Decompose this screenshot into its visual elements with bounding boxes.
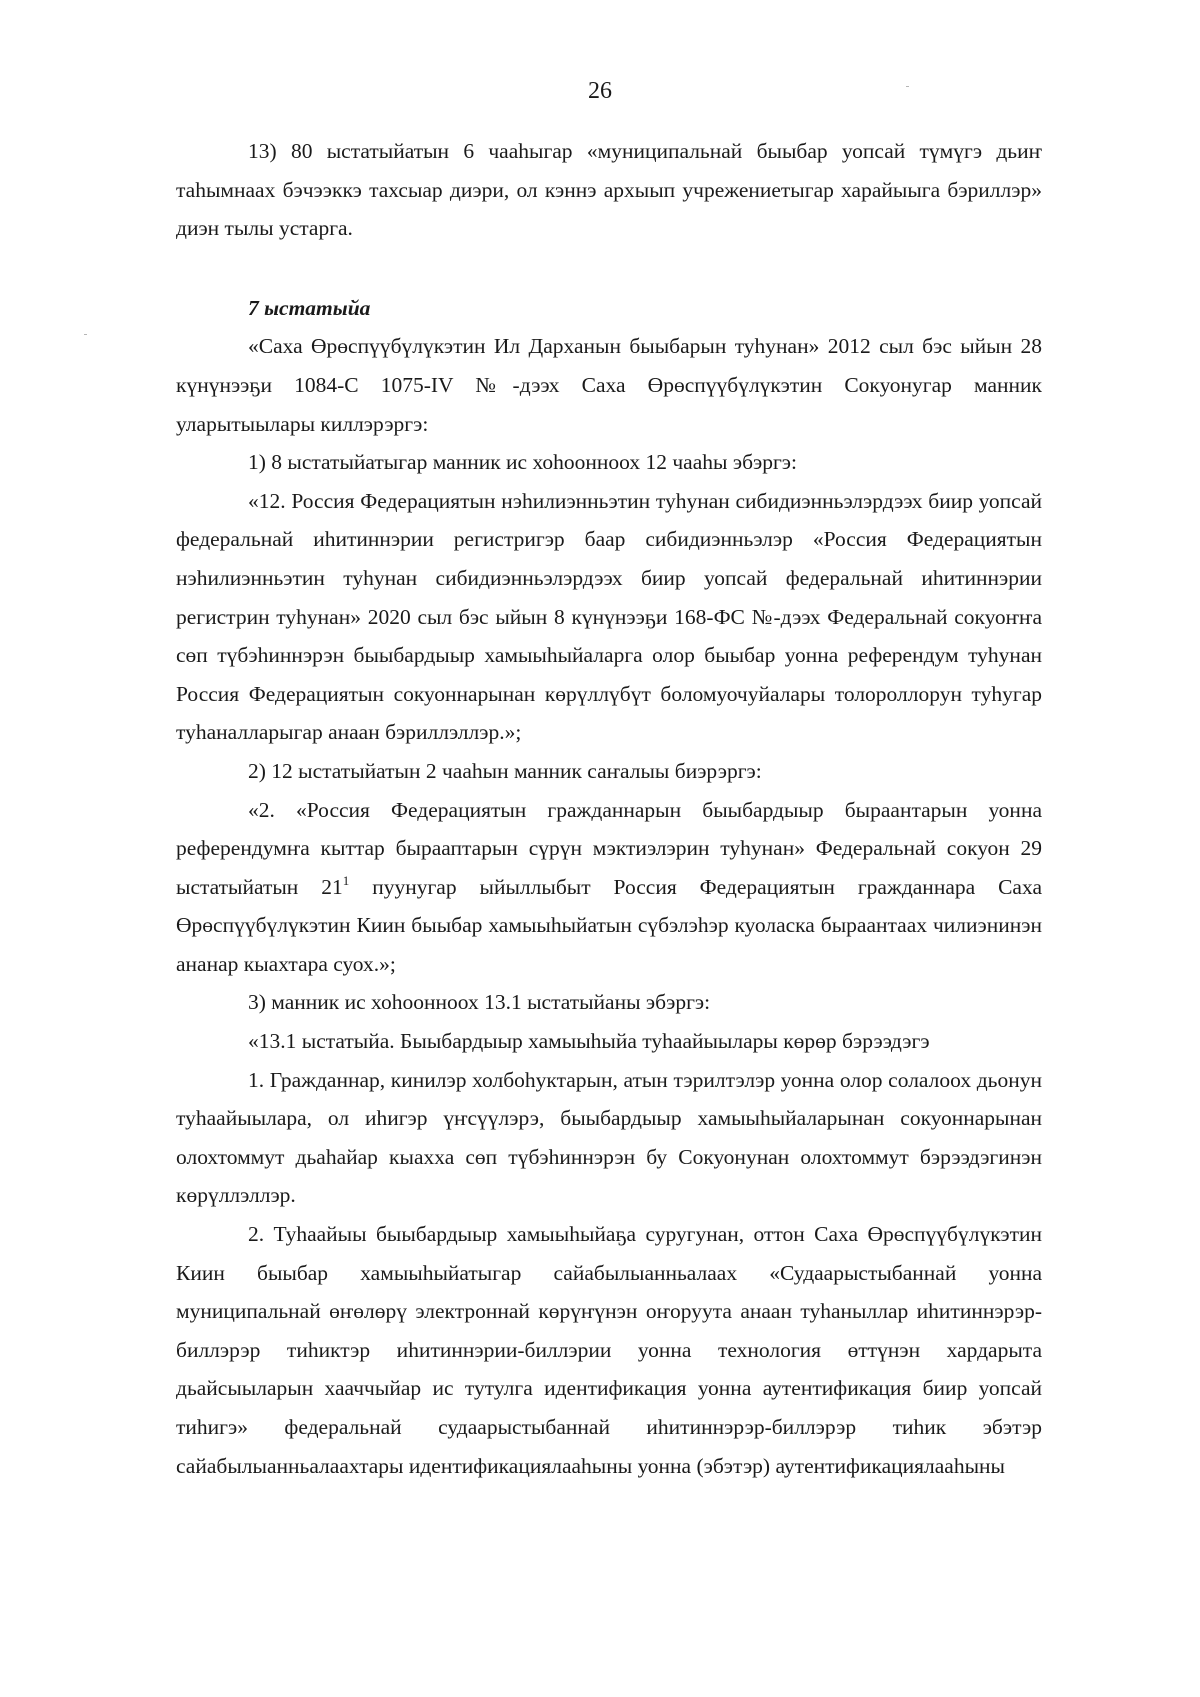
superscript-marker: 1 [342,872,350,888]
scan-speck [84,334,87,335]
scan-speck [906,86,909,87]
article-intro: «Саха Өрөспүүбүлүкэтин Ил Дарханын быыбарын туһунан» 2012 сыл бэс ыйын 28 күнүнээҕи 1084-С 1075-IV №-дээх Саха Өрөспүүбүлүкэтин Сокуонугар манник уларытыылары киллэрэргэ: [176,334,1042,436]
article-13-1-paragraph-2: 2. Туһаайыы быыбардыыр хамыыһыйаҕа суругунан, оттон Саха Өрөспүүбүлүкэтин Киин быыбар хамыыһыйатыгар сайабылыанньалаах «Судаарыстыбаннай уонна муниципальнай өҥөлөрү электроннай көрүҥүнэн оҥоруута анаан туһаныллар иһитиннэрэр-биллэрэр тиһиктэр иһитиннэрии-биллэрии уонна технология өттүнэн хардарыта дьайсыыларын хааччыйар ис тутулга идентификация уонна аутентификация биир уопсай тиһигэ» федеральнай судаарыстыбаннай иһитиннэрэр-биллэрэр тиһик эбэтэр сайабылыанньалаахтары идентификациялааһыны уонна (эбэтэр) аутентификациялааһыны [176,1222,1042,1478]
paragraph-item-13: 13) 80 ыстатыйатын 6 чааһыгар «муниципальнай быыбар уопсай түмүгэ дьиҥ таһымнаах бэчээккэ тахсыар диэри, ол кэннэ архыып учрежениетыгар харайыыга бэриллэр» диэн тылы устарга. [176,139,1042,241]
document-body [176,132,1042,1485]
item-2-text-start: «2. «Россия Федерациятын гражданнарын быыбардыыр быраантарын уонна референдумҥа кыттар бырааптарын сүрүн мэктиэлэрин туһунан» Федеральнай сокуон 29 ыстатыйатын 21 [176,797,1042,899]
item-2-text-end: пуунугар ыйыллыбыт Россия Федерациятын гражданнара Саха Өрөспүүбүлүкэтин Киин быыбар хамыыһыйатын сүбэлэһэр куоласка быраантаах чилиэнинэн ананар кыахтара суох.»; [176,874,1042,976]
page-number: 26 [588,78,612,104]
article-heading: 7 ыстатыйа [248,295,371,320]
article-13-1-paragraph-1: 1. Гражданнар, кинилэр холбоһуктарын, атын тэрилтэлэр уонна олор солалоох дьонун туһаайыылара, ол иһигэр үҥсүүлэрэ, быыбардыыр хамыыһыйаларынан сокуоннарынан олохтоммут дьаһайар кыахха сөп түбэһиннэрэн бу Сокуонунан олохтоммут бэрээдэгинэн көрүллэллэр. [176,1067,1042,1208]
paragraph-item-3: 3) манник ис хоһоонноох 13.1 ыстатыйаны эбэргэ: [248,990,711,1015]
paragraph-item-1: 1) 8 ыстатыйатыгар манник ис хоһоонноох 12 чааһы эбэргэ: [248,450,798,475]
paragraph-item-2-text [176,791,1042,984]
paragraph-item-2: 2) 12 ыстатыйатын 2 чааһын манник саҥалыы биэрэргэ: [248,758,762,783]
article-13-1-title: «13.1 ыстатыйа. Быыбардыыр хамыыһыйа туһаайыылары көрөр бэрээдэгэ [248,1029,930,1054]
paragraph-item-1-text: «12. Россия Федерациятын нэһилиэнньэтин туһунан сибидиэнньэлэрдээх биир уопсай федеральнай иһитиннэрии регистригэр баар сибидиэнньэлэр «Россия Федерациятын нэһилиэнньэтин туһунан сибидиэнньэлэрдээх биир уопсай федеральнай иһитиннэрии регистрин туһунан» 2020 сыл бэс ыйын 8 күнүнээҕи 168-ФС №-дээх Федеральнай сокуоҥҥа сөп түбэһиннэрэн быыбардыыр хамыыһыйаларга олор быыбар уонна референдум туһунан Россия Федерациятын сокуоннарынан көрүллүбүт боломуочуйалары толороллорун туһугар туһаналларыгар анаан бэриллэллэр.»; [176,488,1042,745]
